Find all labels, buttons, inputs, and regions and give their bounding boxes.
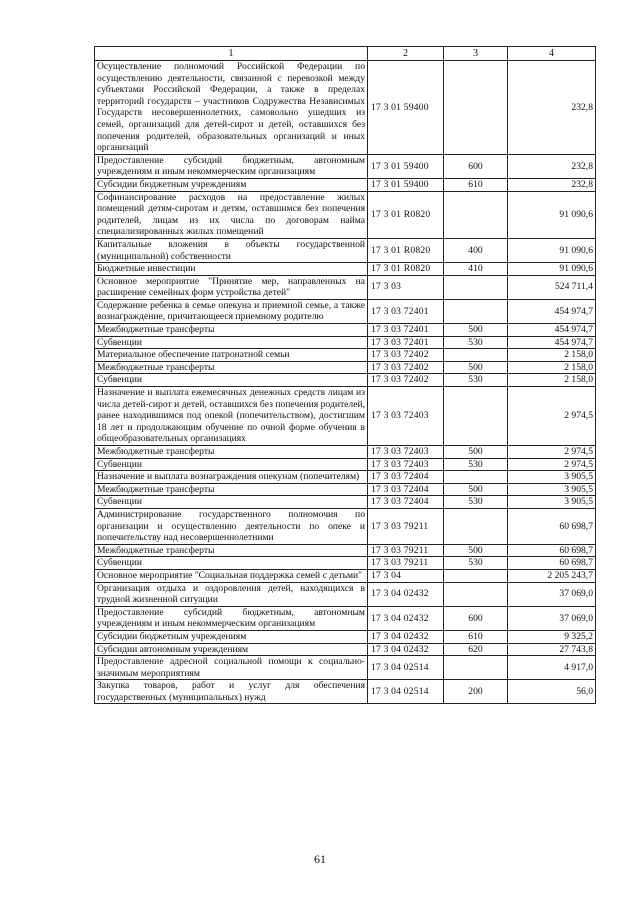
row-name: Капитальные вложения в объекты государственной (муниципальной) собственности — [95, 238, 368, 262]
table-row — [95, 508, 596, 544]
row-name: Материальное обеспечение патронатной семьи — [95, 349, 368, 362]
row-code: 17 3 03 72402 — [368, 361, 444, 374]
row-code: 17 3 04 02432 — [368, 582, 444, 606]
row-expense-type: 500 — [444, 483, 508, 496]
table-row — [95, 191, 596, 238]
table-row — [95, 471, 596, 484]
row-amount: 60 698,7 — [508, 544, 596, 557]
row-expense-type — [444, 191, 508, 238]
row-amount: 37 069,0 — [508, 582, 596, 606]
row-code: 17 3 04 02432 — [368, 643, 444, 656]
row-expense-type: 530 — [444, 374, 508, 387]
row-name: Основное мероприятие "Принятие мер, направленных на расширение семейных форм устройства детей" — [95, 275, 368, 299]
row-name: Межбюджетные трансферты — [95, 361, 368, 374]
table-row — [95, 324, 596, 337]
row-amount: 524 711,4 — [508, 275, 596, 299]
row-name: Межбюджетные трансферты — [95, 544, 368, 557]
row-code: 17 3 04 02432 — [368, 606, 444, 630]
row-amount: 2 158,0 — [508, 361, 596, 374]
row-amount: 9 325,2 — [508, 630, 596, 643]
table-row — [95, 361, 596, 374]
row-name: Предоставление субсидий бюджетным, автономным учреждениям и иным некоммерческим организациям — [95, 606, 368, 630]
row-amount: 91 090,6 — [508, 263, 596, 276]
table-row — [95, 349, 596, 362]
row-expense-type — [444, 275, 508, 299]
row-expense-type — [444, 582, 508, 606]
row-code: 17 3 03 72402 — [368, 374, 444, 387]
row-amount: 2 974,5 — [508, 446, 596, 459]
row-expense-type: 610 — [444, 630, 508, 643]
table-row — [95, 606, 596, 630]
table-row — [95, 569, 596, 582]
table-row — [95, 496, 596, 509]
row-name: Содержание ребенка в семье опекуна и приемной семье, а также вознаграждение, причитающееся приемному родителю — [95, 299, 368, 323]
table-row — [95, 643, 596, 656]
row-expense-type — [444, 656, 508, 680]
row-expense-type: 500 — [444, 324, 508, 337]
row-code: 17 3 04 02514 — [368, 680, 444, 704]
row-code: 17 3 03 72401 — [368, 336, 444, 349]
row-name: Администрирование государственного полномочия по организации и осуществлению деятельности по опеке и попечительству над несовершеннолетними — [95, 508, 368, 544]
row-code: 17 3 04 — [368, 569, 444, 582]
row-amount: 232,8 — [508, 178, 596, 191]
row-expense-type: 600 — [444, 606, 508, 630]
row-amount: 2 974,5 — [508, 387, 596, 446]
row-name: Организация отдыха и оздоровления детей, находящихся в трудной жизненной ситуации — [95, 582, 368, 606]
table-row — [95, 275, 596, 299]
table-row — [95, 557, 596, 570]
row-amount: 2 158,0 — [508, 374, 596, 387]
row-code: 17 3 03 79211 — [368, 544, 444, 557]
row-amount: 60 698,7 — [508, 557, 596, 570]
row-name: Межбюджетные трансферты — [95, 324, 368, 337]
row-amount: 91 090,6 — [508, 191, 596, 238]
budget-table — [94, 46, 596, 704]
row-amount: 60 698,7 — [508, 508, 596, 544]
row-expense-type — [444, 471, 508, 484]
row-expense-type: 500 — [444, 446, 508, 459]
row-expense-type: 620 — [444, 643, 508, 656]
table-row — [95, 446, 596, 459]
row-code: 17 3 03 72404 — [368, 496, 444, 509]
table-row — [95, 178, 596, 191]
table-row — [95, 61, 596, 155]
table-row — [95, 336, 596, 349]
row-code: 17 3 03 72404 — [368, 483, 444, 496]
row-amount: 3 905,5 — [508, 483, 596, 496]
row-code: 17 3 04 02432 — [368, 630, 444, 643]
row-amount: 454 974,7 — [508, 324, 596, 337]
row-code: 17 3 03 79211 — [368, 508, 444, 544]
table-row — [95, 458, 596, 471]
row-amount: 232,8 — [508, 154, 596, 178]
row-name: Субвенции — [95, 374, 368, 387]
row-code: 17 3 01 R0820 — [368, 191, 444, 238]
header-col-3: 3 — [444, 47, 508, 61]
header-col-2: 2 — [368, 47, 444, 61]
row-name: Назначение и выплата вознаграждения опекунам (попечителям) — [95, 471, 368, 484]
row-amount: 2 974,5 — [508, 458, 596, 471]
row-expense-type: 400 — [444, 238, 508, 262]
row-name: Субвенции — [95, 336, 368, 349]
row-expense-type: 410 — [444, 263, 508, 276]
row-code: 17 3 03 72403 — [368, 446, 444, 459]
table-row — [95, 263, 596, 276]
row-expense-type — [444, 508, 508, 544]
header-col-1: 1 — [95, 47, 368, 61]
row-expense-type: 600 — [444, 154, 508, 178]
table-row — [95, 238, 596, 262]
row-name: Назначение и выплата ежемесячных денежных средств лицам из числа детей-сирот и детей, оставшихся без попечения родителей, ранее находившимся под опекой (попечительством), достигшим 18 лет и продолжающим обучение по очной форме обучения в общеобразовательных организациях — [95, 387, 368, 446]
row-code: 17 3 01 59400 — [368, 178, 444, 191]
row-expense-type — [444, 387, 508, 446]
row-amount: 2 205 243,7 — [508, 569, 596, 582]
row-name: Межбюджетные трансферты — [95, 483, 368, 496]
table-row — [95, 154, 596, 178]
row-name: Субвенции — [95, 557, 368, 570]
row-name: Основное мероприятие "Социальная поддержка семей с детьми" — [95, 569, 368, 582]
row-code: 17 3 01 R0820 — [368, 263, 444, 276]
row-expense-type: 530 — [444, 557, 508, 570]
row-name: Предоставление адресной социальной помощи к социально-значимым мероприятиям — [95, 656, 368, 680]
row-code: 17 3 01 R0820 — [368, 238, 444, 262]
row-name: Осуществление полномочий Российской Федерации по осуществлению деятельности, связанной с перевозкой между субъектами Российской Федерации, а также в пределах территорий государств – участников Содружества Независимых Государств несовершеннолетних, самовольно ушедших из семей, организаций для детей-сирот и детей, оставшихся без попечения родителей, образовательных организаций и иных организаций — [95, 61, 368, 155]
row-name: Софинансирование расходов на предоставление жилых помещений детям-сиротам и детям, оставшимся без попечения родителей, лицам из их числа по договорам найма специализированных жилых помещений — [95, 191, 368, 238]
row-amount: 91 090,6 — [508, 238, 596, 262]
row-expense-type: 610 — [444, 178, 508, 191]
row-expense-type: 500 — [444, 361, 508, 374]
row-expense-type: 530 — [444, 336, 508, 349]
row-name: Закупка товаров, работ и услуг для обеспечения государственных (муниципальных) нужд — [95, 680, 368, 704]
row-expense-type: 200 — [444, 680, 508, 704]
row-code: 17 3 03 72404 — [368, 471, 444, 484]
row-name: Субсидии бюджетным учреждениям — [95, 178, 368, 191]
row-expense-type: 500 — [444, 544, 508, 557]
row-name: Субсидии автономным учреждениям — [95, 643, 368, 656]
row-amount: 27 743,8 — [508, 643, 596, 656]
row-name: Субвенции — [95, 458, 368, 471]
row-amount: 3 905,5 — [508, 496, 596, 509]
row-expense-type — [444, 569, 508, 582]
row-amount: 37 069,0 — [508, 606, 596, 630]
row-amount: 3 905,5 — [508, 471, 596, 484]
row-code: 17 3 03 72403 — [368, 387, 444, 446]
row-code: 17 3 01 59400 — [368, 154, 444, 178]
row-code: 17 3 03 72401 — [368, 324, 444, 337]
row-expense-type — [444, 349, 508, 362]
row-amount: 4 917,0 — [508, 656, 596, 680]
row-expense-type — [444, 299, 508, 323]
row-name: Бюджетные инвестиции — [95, 263, 368, 276]
table-row — [95, 299, 596, 323]
row-name: Субвенции — [95, 496, 368, 509]
row-amount: 454 974,7 — [508, 299, 596, 323]
row-expense-type: 530 — [444, 458, 508, 471]
row-expense-type — [444, 61, 508, 155]
row-name: Межбюджетные трансферты — [95, 446, 368, 459]
row-amount: 232,8 — [508, 61, 596, 155]
row-code: 17 3 03 72403 — [368, 458, 444, 471]
table-row — [95, 630, 596, 643]
table-row — [95, 387, 596, 446]
row-code: 17 3 03 72401 — [368, 299, 444, 323]
table-row — [95, 656, 596, 680]
row-code: 17 3 03 79211 — [368, 557, 444, 570]
row-amount: 2 158,0 — [508, 349, 596, 362]
row-name: Субсидии бюджетным учреждениям — [95, 630, 368, 643]
table-row — [95, 582, 596, 606]
header-row — [95, 47, 596, 61]
table-row — [95, 680, 596, 704]
table-row — [95, 483, 596, 496]
row-code: 17 3 01 59400 — [368, 61, 444, 155]
row-code: 17 3 04 02514 — [368, 656, 444, 680]
row-amount: 454 974,7 — [508, 336, 596, 349]
row-amount: 56,0 — [508, 680, 596, 704]
header-col-4: 4 — [508, 47, 596, 61]
row-code: 17 3 03 72402 — [368, 349, 444, 362]
row-code: 17 3 03 — [368, 275, 444, 299]
table-row — [95, 544, 596, 557]
row-name: Предоставление субсидий бюджетным, автономным учреждениям и иным некоммерческим организациям — [95, 154, 368, 178]
table-row — [95, 374, 596, 387]
row-expense-type: 530 — [444, 496, 508, 509]
page-number: 61 — [314, 852, 326, 866]
